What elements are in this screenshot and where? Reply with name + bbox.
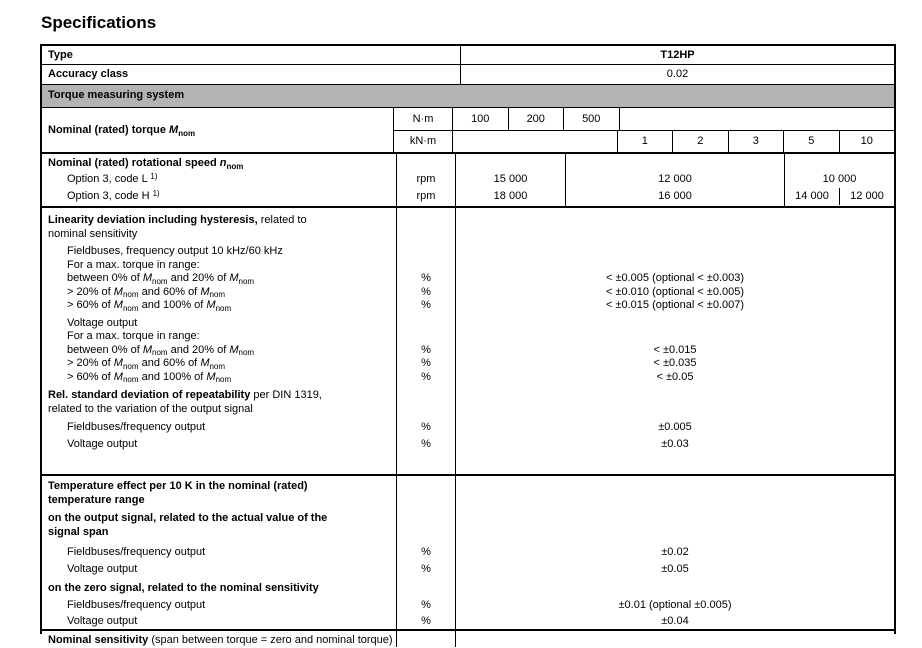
speed-option-l-text: [67, 173, 158, 185]
unit-cell: [397, 582, 455, 596]
label-text: [67, 317, 137, 329]
block-column-label: [42, 476, 397, 629]
label-text: [67, 421, 205, 433]
value-cell: ±0.02: [661, 546, 689, 558]
speed-value: 12 000: [658, 173, 692, 185]
unit-cell: %: [421, 272, 431, 284]
label-text: [48, 480, 308, 492]
value-cell: < ±0.015 (optional < ±0.007): [605, 299, 745, 311]
text-segment: signal span: [48, 525, 109, 538]
text-segment: Fieldbuses/frequency output: [67, 421, 206, 433]
value-cell: [456, 403, 894, 417]
text-segment: nominal sensitivity: [48, 227, 138, 240]
speed-split-cells: [785, 188, 894, 205]
text-segment: M: [206, 299, 216, 311]
torque-value-10: 10: [860, 135, 873, 147]
text-segment: For a max. torque in range:: [67, 258, 200, 271]
value-cell: [456, 526, 894, 540]
text-segment: Nominal sensitivity: [48, 634, 149, 646]
text-segment: and 20% of: [167, 343, 230, 356]
value-cell: [456, 228, 894, 242]
value-cell: [456, 494, 894, 508]
text-segment: Rel. standard deviation of repeatability: [48, 389, 251, 401]
speed-group-low: [456, 154, 566, 206]
torque-label: [42, 124, 195, 136]
speed-group-high: [785, 154, 894, 206]
unit-cell: %: [421, 546, 431, 558]
speed-label-cell: [42, 154, 397, 206]
text-segment: nom: [238, 276, 255, 286]
row-label-type: Type: [42, 46, 461, 64]
label-text: [67, 615, 137, 627]
value-cell: [456, 389, 894, 403]
torque-value-5: 5: [784, 131, 840, 152]
text-segment: 1): [152, 188, 160, 198]
text-segment: temperature range: [48, 493, 145, 506]
unit-cell: [397, 480, 455, 494]
text-segment: between 0% of: [67, 343, 143, 356]
partial-label-text: [48, 634, 393, 646]
page-title: Specifications: [41, 13, 157, 32]
value-cell: < ±0.05: [656, 370, 694, 383]
spec-label-line: [42, 614, 396, 629]
value-cell: ±0.01 (optional ±0.005): [618, 598, 732, 611]
unit-cell-knm: kN·m: [394, 131, 453, 152]
text-segment: and 60% of: [138, 285, 201, 298]
text-segment: M: [206, 370, 216, 383]
text-segment: Voltage output: [67, 614, 138, 627]
torque-empty-cell: [620, 108, 895, 130]
block-column-unit: [397, 476, 456, 629]
text-segment: nom: [122, 375, 139, 384]
table-row-accuracy-class: [42, 64, 894, 84]
label-text: [67, 563, 137, 575]
text-segment: n: [219, 157, 227, 169]
spec-label-line: [42, 344, 396, 358]
unit-cell-blank: [397, 156, 455, 171]
text-segment: nom: [152, 348, 168, 357]
speed-option-h-text: [67, 190, 160, 202]
label-text: [48, 389, 322, 401]
blank-cell: [456, 156, 565, 171]
text-segment: nom: [122, 290, 139, 299]
unit-cell: [397, 214, 455, 228]
unit-cell: %: [421, 614, 431, 627]
spec-label-line: [42, 494, 396, 508]
unit-cell: %: [421, 343, 431, 356]
specifications-table: [40, 44, 896, 646]
unit-cell: %: [421, 370, 431, 383]
partial-label-line: [42, 634, 396, 648]
spec-label-line: [42, 419, 396, 436]
speed-unit-cell: [397, 154, 456, 206]
unit-cell: %: [421, 563, 431, 575]
text-segment: per DIN 1319,: [250, 389, 322, 401]
text-segment: M: [113, 299, 123, 311]
blank-cell: [566, 156, 784, 171]
text-segment: Voltage output: [67, 563, 138, 575]
block-column-value: [456, 476, 894, 629]
value-cell: < ±0.035: [653, 357, 697, 369]
torque-empty-cell: [453, 131, 618, 152]
spec-label-line: [42, 371, 396, 385]
unit-cell: %: [421, 438, 431, 450]
text-segment: nom: [226, 161, 244, 171]
speed-group-mid: [566, 154, 785, 206]
label-text: [48, 403, 253, 415]
text-segment: and 100% of: [138, 299, 207, 311]
spec-label-line: [42, 330, 396, 344]
label-text: [48, 582, 319, 594]
unit-cell: %: [421, 421, 431, 433]
text-segment: nom: [215, 303, 232, 313]
label-text: [67, 245, 283, 257]
text-segment: > 20% of: [67, 285, 114, 298]
unit-cell: [397, 228, 455, 242]
spec-label-line: [42, 512, 396, 526]
speed-value-area: [456, 154, 894, 206]
text-segment: For a max. torque in range:: [67, 330, 200, 342]
text-segment: M: [113, 370, 123, 383]
block-column-unit: [397, 208, 456, 474]
row-label-accuracy: Accuracy class: [42, 65, 461, 84]
partial-unit-cell: [397, 631, 456, 647]
row-value-accuracy: 0.02: [666, 68, 689, 80]
spec-label-line: [42, 299, 396, 313]
value-cell: ±0.04: [661, 614, 689, 627]
unit-cell-rpm: rpm: [416, 173, 436, 185]
speed-option-l: [42, 171, 396, 188]
text-segment: Nominal (rated) torque: [48, 124, 170, 136]
text-segment: Fieldbuses, frequency output 10 kHz/60 kHz: [67, 245, 283, 257]
unit-cell-nm: N·m: [394, 108, 453, 130]
spec-label-line: [42, 228, 396, 242]
text-segment: related to: [257, 214, 307, 226]
label-text: [67, 299, 231, 311]
label-text: [67, 546, 205, 558]
table-section-header: [42, 84, 894, 107]
text-segment: 1): [150, 171, 158, 181]
value-cell: [456, 259, 894, 273]
speed-label-line: [42, 156, 396, 171]
text-segment: Voltage output: [67, 438, 138, 450]
text-segment: Fieldbuses/frequency output: [67, 598, 206, 611]
spec-label-line: [42, 317, 396, 331]
spec-label-line: [42, 259, 396, 273]
value-cell: < ±0.015: [653, 343, 697, 356]
speed-option-h: [42, 188, 396, 205]
unit-cell: %: [421, 598, 431, 611]
partial-value-cell: [456, 631, 894, 647]
unit-cell: [397, 512, 455, 526]
spec-label-line: [42, 526, 396, 540]
torque-row-knm: [394, 130, 894, 152]
label-text: [67, 259, 200, 271]
table-row-type: [42, 46, 894, 64]
table-row-nominal-sensitivity-partial: [42, 629, 894, 647]
unit-cell: [397, 317, 455, 331]
unit-cell: [397, 330, 455, 344]
text-segment: M: [229, 272, 239, 284]
text-segment: nom: [209, 290, 226, 299]
text-segment: related to the variation of the output signal: [48, 402, 253, 415]
table-row-rotational-speed: [42, 152, 894, 206]
torque-label-cell: [42, 108, 394, 152]
row-value-type: [461, 46, 894, 64]
label-text: [67, 599, 205, 611]
unit-cell: %: [421, 357, 431, 369]
label-text: [67, 286, 225, 298]
text-segment: and 20% of: [167, 272, 230, 284]
label-text: [67, 357, 225, 369]
torque-value-3: 3: [729, 131, 785, 152]
label-text: [48, 214, 307, 226]
torque-value-200: 200: [509, 108, 565, 130]
text-segment: (span between torque = zero and nominal torque): [148, 634, 393, 646]
text-segment: and 100% of: [138, 370, 207, 383]
text-segment: Linearity deviation including hysteresis,: [48, 214, 258, 226]
torque-value-area: [394, 108, 894, 152]
label-text: [48, 494, 145, 506]
label-text: [67, 371, 231, 383]
unit-cell: [397, 526, 455, 540]
block-column-value: [456, 208, 894, 474]
spec-label-line: [42, 272, 396, 286]
unit-cell: %: [421, 285, 431, 298]
unit-cell: %: [421, 299, 431, 311]
text-segment: nom: [215, 375, 232, 384]
text-segment: M: [142, 343, 153, 356]
label-text: [48, 512, 327, 524]
torque-value-500: 500: [564, 108, 620, 130]
label-text: [67, 344, 254, 356]
torque-value-1: 1: [618, 131, 674, 152]
text-segment: M: [142, 272, 153, 284]
table-row-linearity-repeatability: [42, 206, 894, 474]
value-cell: [456, 480, 894, 494]
text-segment: Option 3, code H: [67, 190, 153, 202]
label-text: [48, 228, 137, 240]
text-segment: > 60% of: [67, 299, 114, 311]
text-segment: nom: [122, 361, 139, 371]
spec-label-line: [42, 389, 396, 403]
value-cell: [456, 245, 894, 259]
unit-cell: [397, 259, 455, 273]
label-text: [48, 526, 109, 538]
spec-label-line: [42, 561, 396, 578]
label-text: [67, 330, 200, 342]
spec-label-line: [42, 403, 396, 417]
unit-cell: [397, 245, 455, 259]
text-segment: > 60% of: [67, 370, 114, 383]
text-segment: and 60% of: [138, 357, 201, 369]
text-segment: Voltage output: [67, 316, 138, 329]
type-value: T12HP: [660, 49, 695, 61]
unit-cell: [397, 494, 455, 508]
unit-cell-rpm: rpm: [416, 190, 436, 202]
text-segment: Temperature effect per 10 K in the nominal (rated): [48, 480, 308, 492]
speed-value: 14 000: [795, 190, 829, 202]
table-row-nominal-torque: [42, 107, 894, 152]
text-segment: nom: [178, 128, 196, 138]
section-header-label: Torque measuring system: [42, 85, 894, 107]
value-cell: ±0.03: [661, 438, 689, 450]
spec-label-line: [42, 286, 396, 300]
text-segment: M: [229, 343, 239, 356]
text-segment: nom: [152, 276, 168, 286]
text-segment: Nominal (rated) rotational speed: [48, 157, 220, 169]
text-segment: M: [113, 285, 123, 298]
unit-cell: [397, 403, 455, 417]
text-segment: M: [169, 124, 179, 136]
value-cell: < ±0.010 (optional < ±0.005): [605, 285, 745, 298]
text-segment: between 0% of: [67, 272, 143, 284]
table-row-temperature-effect: [42, 474, 894, 629]
value-cell: < ±0.005 (optional < ±0.003): [605, 272, 745, 284]
partial-label-cell: [42, 631, 397, 647]
torque-value-100: 100: [453, 108, 509, 130]
text-segment: M: [200, 357, 210, 369]
spec-label-line: [42, 357, 396, 371]
speed-value: 12 000: [839, 188, 894, 205]
blank-cell: [785, 156, 894, 171]
value-cell: [456, 582, 894, 596]
block-column-label: [42, 208, 397, 474]
spec-label-line: [42, 214, 396, 228]
torque-value-2: 2: [673, 131, 729, 152]
label-text: [67, 438, 137, 450]
text-segment: nom: [122, 303, 139, 313]
speed-value: 18 000: [493, 190, 528, 202]
unit-cell: [397, 389, 455, 403]
spec-label-line: [42, 245, 396, 259]
text-segment: M: [113, 357, 123, 369]
speed-title: [48, 157, 243, 169]
value-cell: [456, 330, 894, 344]
spec-label-line: [42, 480, 396, 494]
label-text: [67, 272, 254, 284]
value-cell: [456, 214, 894, 228]
torque-row-nm: [394, 108, 894, 130]
value-cell: ±0.05: [661, 563, 689, 575]
speed-value: 16 000: [658, 190, 692, 202]
value-cell: [456, 512, 894, 526]
value-cell: ±0.005: [658, 421, 692, 433]
speed-value: 15 000: [493, 173, 528, 185]
spec-label-line: [42, 582, 396, 596]
text-segment: on the output signal, related to the actual value of the: [48, 512, 328, 524]
value-cell: [456, 317, 894, 331]
text-segment: > 20% of: [67, 357, 114, 369]
speed-value: 10 000: [822, 173, 857, 185]
spec-label-line: [42, 544, 396, 561]
spec-label-line: [42, 436, 396, 453]
text-segment: Fieldbuses/frequency output: [67, 546, 206, 558]
spec-label-line: [42, 597, 396, 614]
text-segment: nom: [209, 361, 226, 371]
text-segment: M: [200, 285, 210, 298]
text-segment: on the zero signal, related to the nominal sensitivity: [48, 582, 319, 594]
text-segment: nom: [238, 348, 255, 357]
text-segment: Option 3, code L: [67, 173, 151, 185]
